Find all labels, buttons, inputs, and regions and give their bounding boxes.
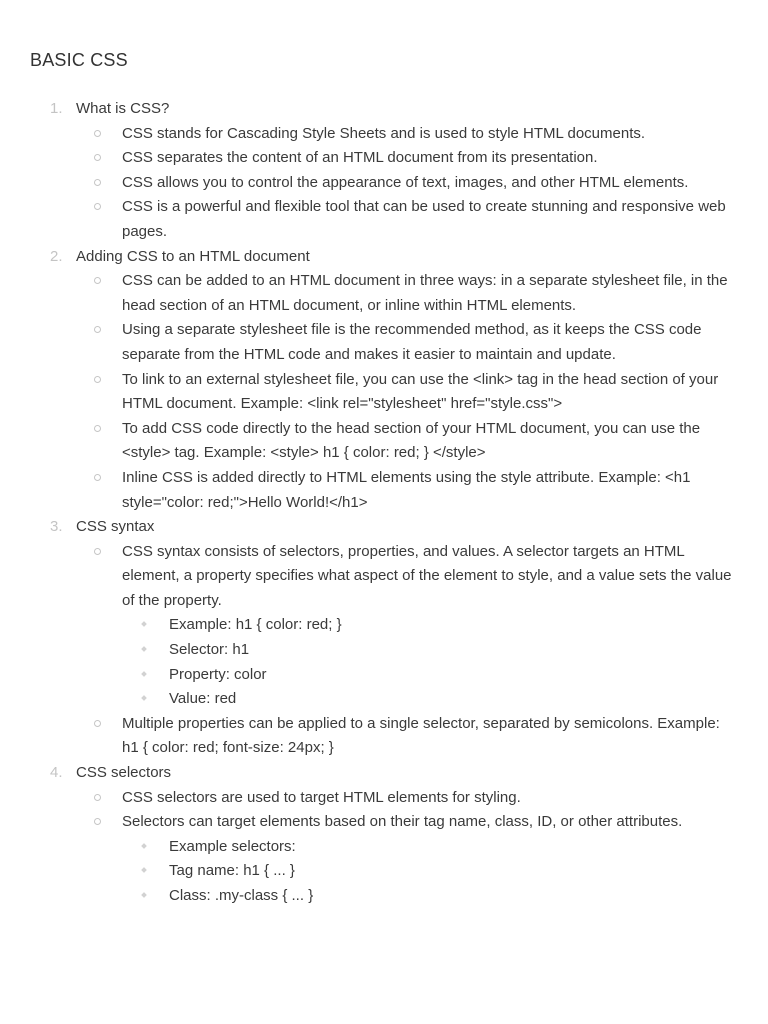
outline-section	[30, 97, 738, 122]
outline-item	[30, 786, 738, 811]
outline-subitem-text: Selector: h1	[169, 641, 250, 659]
outline-subitem	[30, 884, 738, 909]
hollow-circle-bullet-icon	[94, 794, 101, 801]
section-heading: Adding CSS to an HTML document	[76, 247, 310, 265]
diamond-bullet-icon	[141, 843, 147, 849]
hollow-circle-bullet-icon	[94, 277, 101, 284]
section-number: 3.	[50, 518, 63, 536]
outline-item-text: CSS syntax consists of selectors, properties, and values. A selector targets an HTML element, a property specifies what aspect of the element to style, and a value sets the value of the property.	[122, 542, 732, 609]
outline-item	[30, 122, 738, 147]
outline-subitem	[30, 638, 738, 663]
hollow-circle-bullet-icon	[94, 154, 101, 161]
section-heading: CSS selectors	[76, 764, 172, 782]
outline-item-text: To add CSS code directly to the head section of your HTML document, you can use the <style> tag. Example: <style> h1 { color: red; } </style>	[122, 419, 701, 462]
section-number: 1.	[50, 100, 63, 117]
diamond-bullet-icon	[141, 892, 147, 898]
outline-section	[30, 761, 738, 786]
outline-item-text: CSS is a powerful and flexible tool that can be used to create stunning and responsive web pages.	[122, 198, 726, 240]
outline-item-text: Using a separate stylesheet file is the recommended method, as it keeps the CSS code separate from the HTML code and makes it easier to maintain and update.	[122, 321, 702, 363]
diamond-bullet-icon	[141, 622, 147, 628]
outline-item	[30, 810, 738, 835]
outline-item	[30, 318, 738, 367]
hollow-circle-bullet-icon	[94, 326, 101, 333]
document-title: BASIC CSS	[30, 50, 128, 70]
hollow-circle-bullet-icon	[94, 203, 101, 210]
section-heading: CSS syntax	[76, 518, 155, 536]
outline-subitem	[30, 613, 738, 638]
section-heading: What is CSS?	[76, 100, 170, 117]
hollow-circle-bullet-icon	[94, 179, 101, 186]
hollow-circle-bullet-icon	[94, 474, 101, 481]
outline-item	[30, 368, 738, 417]
outline-item	[30, 171, 738, 196]
outline-item	[30, 712, 738, 761]
section-number: 2.	[50, 247, 63, 265]
outline-item-text: Inline CSS is added directly to HTML elements using the style attribute. Example: <h1 style="color: red;">Hello World!</h1>	[122, 468, 691, 511]
outline-subitem	[30, 835, 738, 860]
outline-subitem-text: Property: color	[169, 665, 267, 683]
outline-item-text: CSS stands for Cascading Style Sheets and is used to style HTML documents.	[122, 124, 646, 142]
outline-item-text: To link to an external stylesheet file, you can use the <link> tag in the head section of your HTML document. Example: <link rel="stylesheet" href="style.css">	[122, 370, 719, 413]
outline-item	[30, 417, 738, 466]
diamond-bullet-icon	[141, 646, 147, 652]
hollow-circle-bullet-icon	[94, 548, 101, 555]
outline-subitem-text: Tag name: h1 { ... }	[169, 862, 295, 880]
outline-item-text: Multiple properties can be applied to a single selector, separated by semicolons. Example: h1 { color: red; font-size: 24px; }	[122, 714, 720, 757]
section-number: 4.	[50, 764, 63, 782]
outline-subitem	[30, 687, 738, 712]
outline-section	[30, 515, 738, 540]
outline-item-text: Selectors can target elements based on their tag name, class, ID, or other attributes.	[122, 813, 683, 831]
hollow-circle-bullet-icon	[94, 818, 101, 825]
hollow-circle-bullet-icon	[94, 720, 101, 727]
outline-item	[30, 146, 738, 171]
diamond-bullet-icon	[141, 671, 147, 677]
outline-item-text: CSS allows you to control the appearance of text, images, and other HTML elements.	[122, 173, 689, 191]
outline-subitem	[30, 859, 738, 884]
diamond-bullet-icon	[141, 695, 147, 701]
outline-list	[30, 97, 738, 909]
outline-item	[30, 540, 738, 614]
outline-item-text: CSS separates the content of an HTML document from its presentation.	[122, 149, 598, 167]
outline-section	[30, 245, 738, 270]
outline-subitem	[30, 663, 738, 688]
outline-subitem-text: Example selectors:	[169, 837, 296, 855]
outline-subitem-text: Example: h1 { color: red; }	[169, 616, 342, 634]
outline-item-text: CSS can be added to an HTML document in three ways: in a separate stylesheet file, in the head section of an HTML document, or inline within HTML elements.	[122, 272, 728, 314]
outline-item	[30, 195, 738, 244]
diamond-bullet-icon	[141, 868, 147, 874]
outline-subitem-text: Class: .my-class { ... }	[169, 887, 314, 904]
hollow-circle-bullet-icon	[94, 376, 101, 383]
hollow-circle-bullet-icon	[94, 425, 101, 432]
outline-subitem-text: Value: red	[169, 690, 237, 708]
outline-item-text: CSS selectors are used to target HTML elements for styling.	[122, 788, 521, 806]
hollow-circle-bullet-icon	[94, 130, 101, 137]
outline-item	[30, 269, 738, 318]
outline-item	[30, 466, 738, 515]
